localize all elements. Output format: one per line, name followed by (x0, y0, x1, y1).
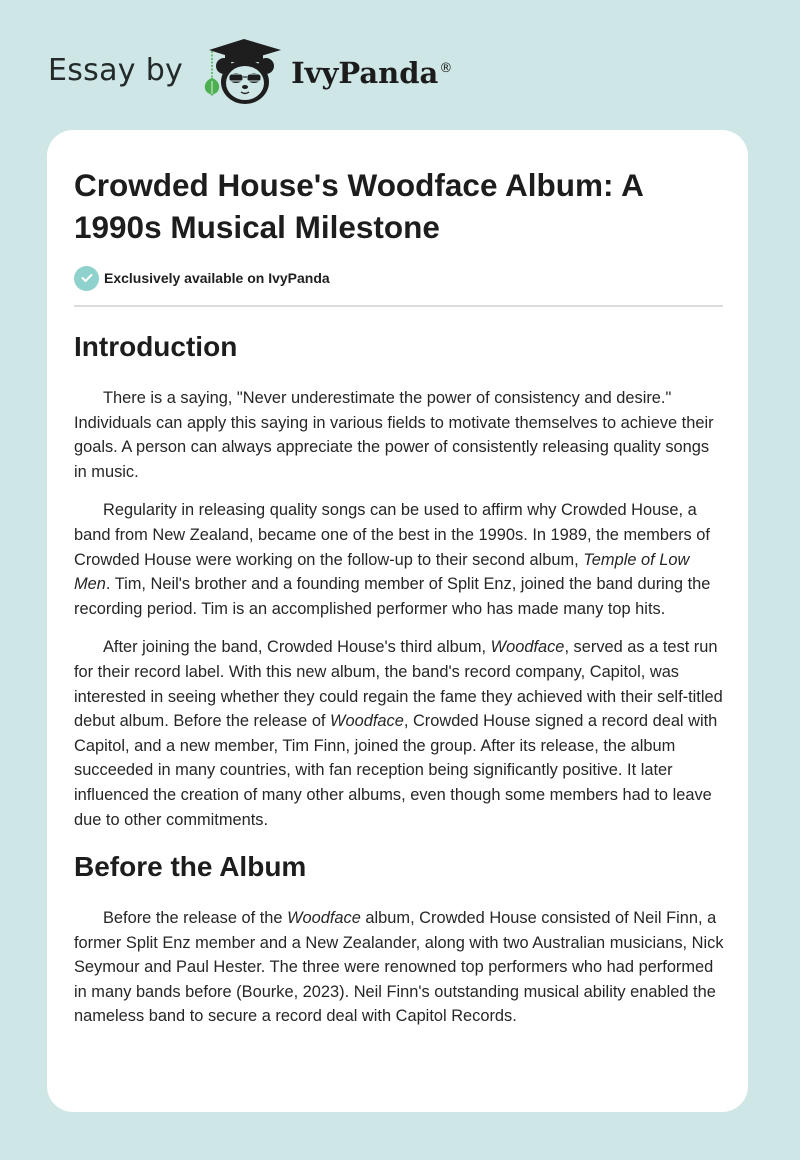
section-introduction (74, 330, 721, 832)
essay-card (47, 130, 748, 1112)
registered-mark: ® (439, 61, 453, 77)
section-before-the-album (74, 850, 724, 1029)
section-heading: Introduction (74, 331, 238, 362)
check-circle-icon (74, 266, 99, 291)
exclusive-badge-text: Exclusively available on IvyPanda (104, 270, 330, 286)
album-title-italic: Woodface (287, 909, 361, 928)
paragraph: Before the release of the Woodface album, Crowded House consisted of Neil Finn, a former Split Enz member and a New Zealander, along with two Australian musicians, Nick Seymour and Paul Hester. The three were renowned top performers who had performed in many bands before (Bourke, 2023). Neil Finn's outstanding musical ability enabled the nameless band to secure a record deal with Capitol Records. (74, 909, 724, 1026)
paragraph: After joining the band, Crowded House's third album, Woodface, served as a test run for their record label. With this new album, the band's record company, Capitol, was interested in seeing whether they could regain the fame they achieved with their self-titled debut album. Before the release of Woodface, Crowded House signed a record deal with Capitol, and a new member, Tim Finn, joined the group. After its release, the album succeeded in many countries, with fan reception being significantly positive. It later influenced the creation of many other albums, even though some members had to leave due to other commitments. (74, 638, 723, 829)
album-title-italic: Woodface (490, 638, 565, 657)
paragraph: Regularity in releasing quality songs can be used to affirm why Crowded House, a band from New Zealand, became one of the best in the 1990s. In 1989, the members of Crowded House were working on the follow-up to their second album, Temple of Low Men. Tim, Neil's brother and a founding member of Split Enz, joined the band during the recording period. Tim is an accomplished performer who has made many top hits. (74, 501, 711, 618)
title-divider (74, 305, 723, 307)
section-heading: Before the Album (74, 851, 307, 883)
exclusive-badge (74, 265, 721, 291)
essay-by-label: Essay by (48, 52, 184, 88)
site-header-brand[interactable] (48, 36, 452, 108)
album-title-italic: Woodface (330, 712, 404, 731)
paragraph: There is a saying, "Never underestimate the power of consistency and desire." Individuals can apply this saying in various fields to motivate themselves to achieve their goals. A person can always appreciate the power of consistently releasing quality songs in music. (74, 389, 714, 481)
panda-graduation-cap-icon (199, 36, 289, 108)
essay-title: Crowded House's Woodface Album: A 1990s Musical Milestone (74, 167, 643, 245)
brand-name: IvyPanda® (291, 56, 453, 90)
album-title-italic: Temple of Low Men (74, 550, 690, 594)
